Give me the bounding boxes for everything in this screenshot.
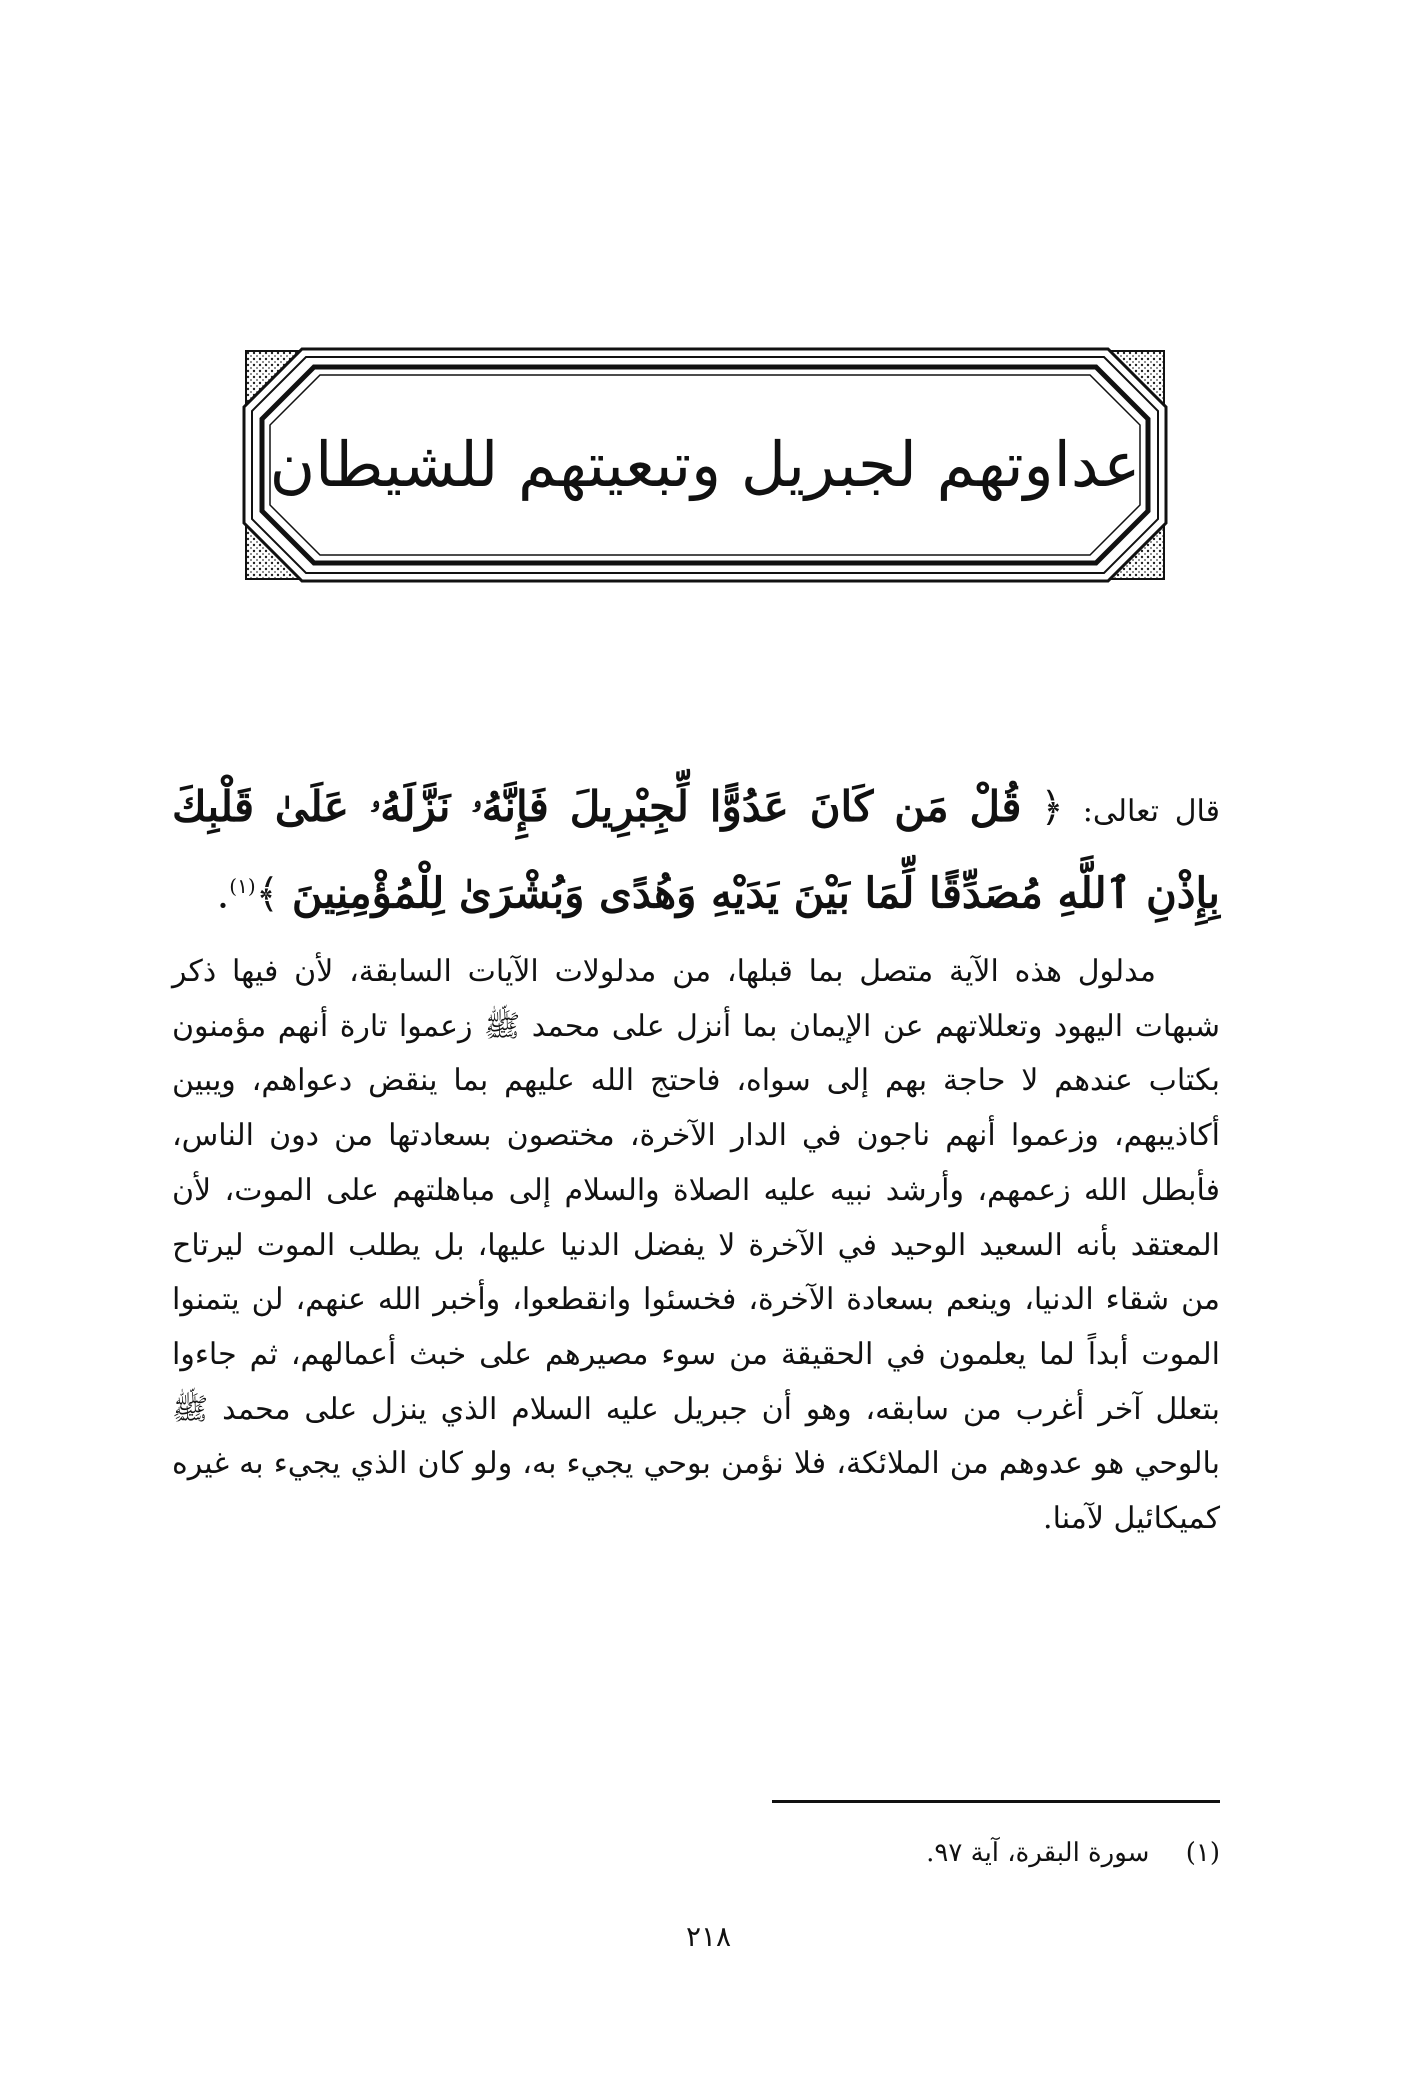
body-paragraph (172, 945, 1220, 1547)
page-number: ٢١٨ (685, 1920, 732, 1953)
footnote (600, 1835, 1220, 1871)
footnote-text: سورة البقرة، آية ٩٧. (926, 1838, 1150, 1868)
quran-verse (172, 770, 1220, 931)
footnote-number: (١) (1185, 1838, 1220, 1868)
body-paragraph-text: مدلول هذه الآية متصل بما قبلها، من مدلولات الآيات السابقة، لأن فيها ذكر شبهات اليهود وتعللاتهم عن الإيمان بما أنزل على محمد ﷺ زعموا تارة أنهم مؤمنون بكتاب عندهم لا حاجة بهم إلى سواه، فاحتج الله عليهم بما ينقض دعواهم، ويبين أكاذيبهم، وزعموا أنهم ناجون في الدار الآخرة، مختصون بسعادتها من دون الناس، فأبطل الله زعمهم، وأرشد نبيه عليه الصلاة والسلام إلى مباهلتهم على الموت، لأن المعتقد بأنه السعيد الوحيد في الآخرة لا يفضل الدنيا عليها، بل يطلب الموت ليرتاح من شقاء الدنيا، وينعم بسعادة الآخرة، فخسئوا وانقطعوا، وأخبر الله عنهم، لن يتمنوا الموت أبداً لما يعلمون في الحقيقة من سوء مصيرهم على خبث أعمالهم، ثم جاءوا بتعلل آخر أغرب من سابقه، وهو أن جبريل عليه السلام الذي ينزل على محمد ﷺ بالوحي هو عدوهم من الملائكة، فلا نؤمن بوحي يجيء به، ولو كان الذي يجيء به غيره كميكائيل لآمنا. (172, 954, 1221, 1537)
verse-lead: قال تعالى: (1082, 794, 1221, 829)
footnote-divider (772, 1800, 1220, 1803)
verse-open-bracket: ﴿ (1040, 785, 1064, 831)
chapter-title: عداوتهم لجبريل وتبعيتهم للشيطان (269, 428, 1141, 501)
verse-end: . (216, 871, 230, 918)
verse-text: قُلْ مَن كَانَ عَدُوًّا لِّجِبْرِيلَ فَإِنَّهُۥ نَزَّلَهُۥ عَلَىٰ قَلْبِكَ بِإِذْنِ ٱللَّهِ مُصَدِّقًا لِّمَا بَيْنَ يَدَيْهِ وَهُدًى وَبُشْرَىٰ لِلْمُؤْمِنِينَ (172, 782, 1220, 918)
chapter-title-frame (240, 345, 1170, 585)
footnote-reference: (١) (229, 874, 256, 898)
verse-close-bracket: ﴾ (255, 871, 280, 918)
